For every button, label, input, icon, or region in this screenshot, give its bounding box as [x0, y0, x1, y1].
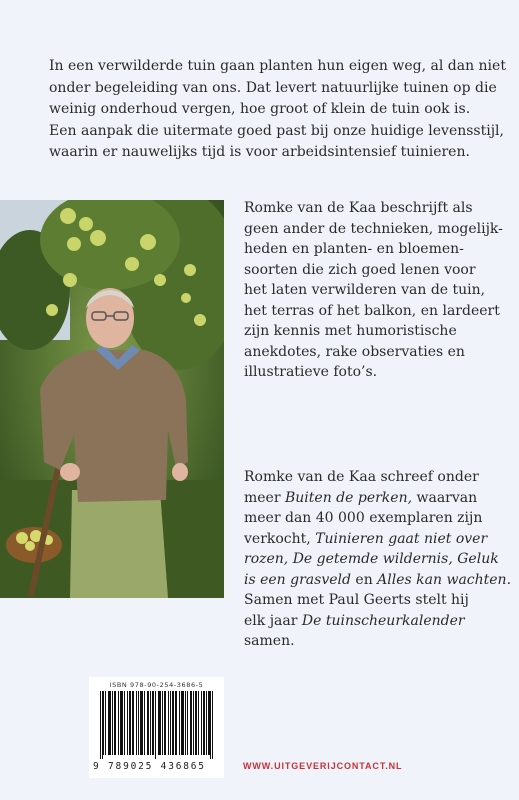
barcode-bar — [121, 691, 122, 755]
barcode-bar — [109, 691, 110, 755]
bio-line — [244, 467, 504, 488]
intro-paragraph — [49, 56, 506, 164]
barcode-bar — [100, 691, 101, 759]
barcode-bar — [206, 691, 207, 755]
description-line: geen ander de technieken, mogelijk- — [244, 220, 503, 237]
barcode-bar — [164, 691, 165, 755]
book-title: rozen, De getemde wildernis, Geluk — [244, 551, 499, 567]
barcode-bar — [210, 691, 211, 759]
bio-text: Romke van de Kaa schreef onder — [244, 469, 479, 485]
description-line: Romke van de Kaa beschrijft als — [244, 200, 473, 216]
barcode-bar — [209, 691, 210, 755]
bio-text: meer — [244, 489, 285, 506]
barcode-bar — [115, 691, 116, 755]
bio-line — [244, 529, 504, 550]
barcode-bar — [122, 691, 123, 755]
barcode-bar — [140, 691, 141, 755]
intro-line: waarin er nauwelijks tijd is voor arbeidsintensief tuinieren. — [49, 144, 470, 160]
description-line: het terras of het balkon, en lardeert — [244, 302, 500, 319]
barcode-bar — [127, 691, 128, 755]
barcode-bar — [108, 691, 109, 755]
barcode-bar — [196, 691, 197, 755]
barcode-bar — [198, 691, 199, 755]
barcode-bar — [103, 691, 104, 755]
bio-line — [244, 611, 504, 632]
bio-text: meer dan 40 000 exemplaren zijn — [244, 510, 483, 526]
barcode-bar — [147, 691, 148, 755]
barcode-bar — [183, 691, 184, 755]
publisher-url: WWW.UITGEVERIJCONTACT.NL — [243, 761, 403, 771]
description-line: soorten die zich goed lenen voor — [244, 261, 476, 278]
author-photo-illustration — [0, 200, 224, 598]
book-title: is een grasveld — [244, 571, 351, 588]
barcode-bar — [182, 691, 183, 755]
barcode-bar — [136, 691, 137, 755]
barcode-bar — [203, 691, 204, 755]
barcode-bar — [204, 691, 205, 755]
bio-text: en — [350, 571, 378, 588]
barcode-bar — [187, 691, 188, 755]
barcode-bar — [208, 691, 209, 755]
barcode-bar — [201, 691, 202, 755]
barcode-bar — [212, 691, 213, 759]
barcode-bar — [172, 691, 173, 755]
intro-line: In een verwilderde tuin gaan planten hun eigen weg, al dan niet — [49, 58, 506, 74]
barcode-bar — [132, 691, 133, 755]
bio-line — [244, 631, 504, 652]
barcode-bar — [175, 691, 176, 755]
barcode-bar — [148, 691, 149, 755]
barcode-bar — [138, 691, 139, 755]
bio-text: waarvan — [412, 489, 478, 506]
barcode-bar — [102, 691, 103, 759]
bio-line — [244, 590, 504, 611]
barcode-bar — [130, 691, 131, 755]
barcode-bar — [162, 691, 163, 755]
bio-line — [244, 570, 512, 591]
book-title: De tuinscheurkalender — [301, 612, 465, 629]
barcode-bar — [155, 691, 156, 759]
bio-text: elk jaar — [244, 612, 302, 629]
isbn-label: ISBN 978-90-254-3686-5 — [109, 681, 204, 689]
barcode-bar — [176, 691, 177, 755]
intro-line: onder begeleiding van ons. Dat levert natuurlijke tuinen op die — [49, 79, 497, 96]
barcode-bar — [114, 691, 115, 755]
barcode-bar — [159, 691, 160, 755]
barcode-bar — [195, 691, 196, 755]
barcode-bar — [158, 691, 159, 755]
description-line: illustratieve foto’s. — [244, 364, 378, 380]
barcode-bar — [181, 691, 182, 755]
description-paragraph — [244, 198, 503, 383]
book-title: Buiten de perken, — [285, 489, 413, 506]
barcode-bar — [118, 691, 119, 755]
barcode-bar — [153, 691, 154, 755]
barcode-bar — [170, 691, 171, 755]
barcode-bar — [112, 691, 113, 755]
bio-text: samen. — [244, 633, 295, 649]
barcode-bar — [141, 691, 142, 755]
barcode-bar — [152, 691, 153, 755]
barcode-bar — [191, 691, 192, 755]
barcode-bar — [160, 691, 161, 755]
bio-line — [244, 549, 504, 570]
barcode-bars — [100, 691, 213, 759]
barcode-bar — [144, 691, 145, 755]
bio-text: Samen met Paul Geerts stelt hij — [244, 592, 469, 608]
barcode-bar — [110, 691, 111, 755]
intro-line: Een aanpak die uitermate goed past bij onze huidige levensstijl, — [49, 122, 504, 139]
author-photo — [0, 200, 224, 598]
description-line: zijn kennis met humoristische — [244, 323, 457, 339]
barcode-bar — [165, 691, 166, 755]
description-line: heden en planten- en bloemen- — [244, 241, 464, 257]
barcode-bar — [173, 691, 174, 755]
barcode-bar — [142, 691, 143, 755]
ean-digits: 9 789025 436865 — [93, 761, 206, 772]
barcode-bar — [185, 691, 186, 755]
bio-text: verkocht, — [244, 530, 316, 547]
bio-line — [244, 488, 504, 509]
book-title: Alles kan wachten. — [377, 571, 512, 588]
barcode-bar — [133, 691, 134, 755]
barcode-bar — [124, 691, 125, 755]
barcode-bar — [120, 691, 121, 755]
author-bio-paragraph — [244, 467, 512, 652]
barcode-bar — [105, 691, 106, 755]
bio-line — [244, 508, 504, 529]
barcode-bar — [190, 691, 191, 755]
barcode-bar — [150, 691, 151, 755]
barcode-bar — [168, 691, 169, 755]
book-title: Tuinieren gaat niet over — [315, 530, 488, 547]
barcode-bar — [193, 691, 194, 755]
barcode-bar — [129, 691, 130, 755]
description-line: anekdotes, rake observaties en — [244, 343, 465, 360]
isbn-barcode — [89, 677, 224, 778]
intro-line: weinig onderhoud vergen, hoe groot of klein de tuin ook is. — [49, 101, 471, 117]
barcode-bar — [179, 691, 180, 755]
description-line: het laten verwilderen van de tuin, — [244, 282, 486, 298]
